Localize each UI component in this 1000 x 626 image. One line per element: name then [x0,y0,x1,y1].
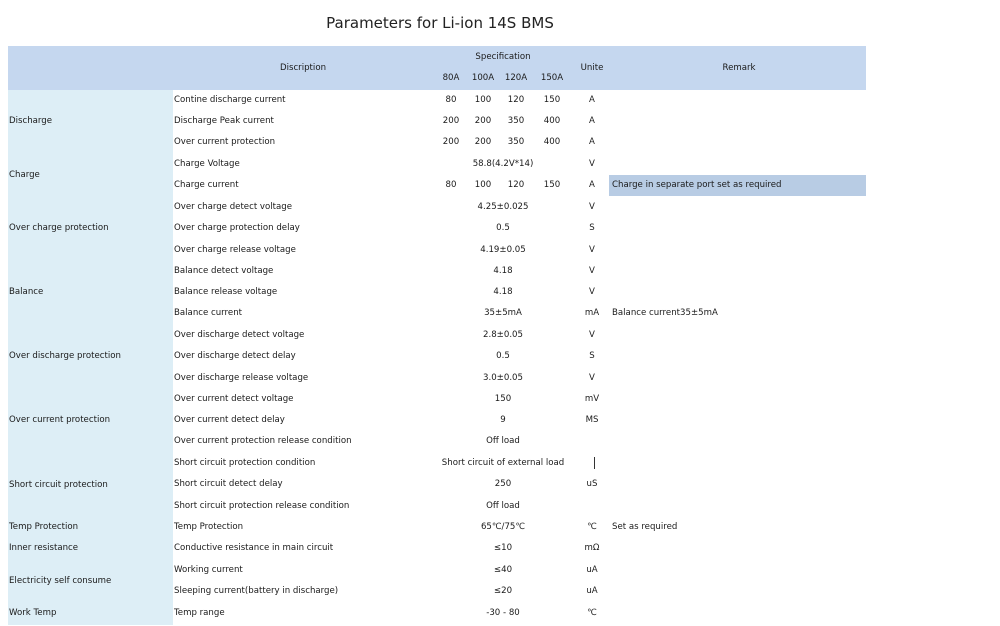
spec-value: 58.8(4.2V*14) [472,159,534,169]
spec-value: 0.5 [496,351,510,361]
spec-value: 200 [474,116,492,126]
row-description: Over current detect voltage [174,394,294,404]
row-description: Sleeping current(battery in discharge) [174,586,339,596]
row-description: Over charge protection delay [174,223,300,233]
spec-value: 80 [445,95,457,105]
unit-cell: S [589,351,595,361]
spec-value: 250 [494,479,512,489]
spec-value: 150 [543,95,561,105]
spec-value: 200 [442,116,460,126]
unit-cell: V [589,159,595,169]
row-description: Over charge detect voltage [174,202,293,212]
row-description: Over current protection release condition [174,436,352,446]
spec-value: 9 [500,415,506,425]
row-description: Balance current [174,308,243,318]
header-model: 150A [540,73,564,83]
row-description: Conductive resistance in main circuit [174,543,334,553]
spec-value: 100 [474,95,492,105]
header-model: 80A [442,73,460,83]
spec-value: ≤20 [493,586,513,596]
header-remark: Remark [722,63,756,73]
row-description: Over discharge detect delay [174,351,296,361]
spec-value: 150 [494,394,512,404]
row-description: Short circuit detect delay [174,479,283,489]
spec-value: 4.18 [493,266,513,276]
spec-value: 4.25±0.025 [477,202,529,212]
category-label: Short circuit protection [9,480,108,490]
unit-cell: A [589,137,595,147]
header-model: 120A [504,73,528,83]
row-description: Working current [174,565,243,575]
row-description: Balance release voltage [174,287,278,297]
header-description: Discription [279,63,327,73]
spec-value: 100 [474,180,492,190]
remark-cell: Charge in separate port set as required [612,180,782,190]
remark-cell: Balance current35±5mA [612,308,718,318]
unit-cell: A [589,180,595,190]
spec-value: 120 [507,95,525,105]
unit-cell: MS [585,415,599,425]
row-description: Discharge Peak current [174,116,274,126]
unit-cell: ℃ [587,608,597,618]
spec-value: 4.19±0.05 [480,245,526,255]
unit-cell: V [589,202,595,212]
unit-cell: A [589,95,595,105]
spec-value: ≤10 [493,543,513,553]
category-label: Discharge [9,116,53,126]
spec-value: 400 [543,137,561,147]
category-label: Over discharge protection [9,351,121,361]
spec-value: 3.0±0.05 [482,373,524,383]
unit-cell: uA [586,586,598,596]
unit-cell: V [589,373,595,383]
unit-cell: mΩ [584,543,600,553]
spec-value: 35±5mA [484,308,522,318]
spec-value: 0.5 [496,223,510,233]
unit-cell: ℃ [587,522,597,532]
header-unit: Unite [580,63,604,73]
row-description: Charge current [174,180,239,190]
unit-cell: A [589,116,595,126]
row-description: Over current detect delay [174,415,285,425]
spec-value: Off load [486,436,520,446]
spec-value: Off load [486,501,520,511]
header-specification: Specification [475,52,531,62]
spec-value: -30 - 80 [486,608,520,618]
row-description: Short circuit protection release condition [174,501,350,511]
category-label: Temp Protection [9,522,79,532]
spec-value: Short circuit of external load [441,458,565,468]
spec-value: 350 [507,116,525,126]
category-label: Over current protection [9,415,111,425]
unit-cell: mV [584,394,600,404]
unit-cell: uS [586,479,598,489]
spec-value: ≤40 [493,565,513,575]
spec-value: 200 [442,137,460,147]
unit-cell: mA [584,308,600,318]
unit-cell: V [589,287,595,297]
spec-value: 150 [543,180,561,190]
spec-value: 80 [445,180,457,190]
unit-cell: V [589,245,595,255]
unit-cell: S [589,223,595,233]
row-description: Temp Protection [174,522,244,532]
row-description: Over discharge release voltage [174,373,309,383]
category-label: Electricity self consume [9,576,112,586]
remark-cell: Set as required [612,522,678,532]
unit-cell: uA [586,565,598,575]
spec-value: 400 [543,116,561,126]
category-label: Inner resistance [9,543,79,553]
spec-value: 65℃/75℃ [480,522,526,532]
unit-cell: V [589,266,595,276]
row-description: Over charge release voltage [174,245,296,255]
unit-cell: V [589,330,595,340]
row-description: Temp range [174,608,225,618]
row-description: Over current protection [174,137,276,147]
row-description: Balance detect voltage [174,266,274,276]
spec-value: 350 [507,137,525,147]
row-description: Charge Voltage [174,159,240,169]
category-label: Work Temp [9,608,57,618]
header-model: 100A [471,73,495,83]
page-title: Parameters for Li-ion 14S BMS [326,14,554,32]
spec-value: 2.8±0.05 [482,330,524,340]
row-description: Contine discharge current [174,95,286,105]
row-description: Short circuit protection condition [174,458,316,468]
spec-value: 200 [474,137,492,147]
category-label: Over charge protection [9,223,109,233]
category-label: Charge [9,170,40,180]
category-label: Balance [9,287,44,297]
spec-value: 4.18 [493,287,513,297]
row-description: Over discharge detect voltage [174,330,305,340]
spec-value: 120 [507,180,525,190]
divider [594,457,595,469]
